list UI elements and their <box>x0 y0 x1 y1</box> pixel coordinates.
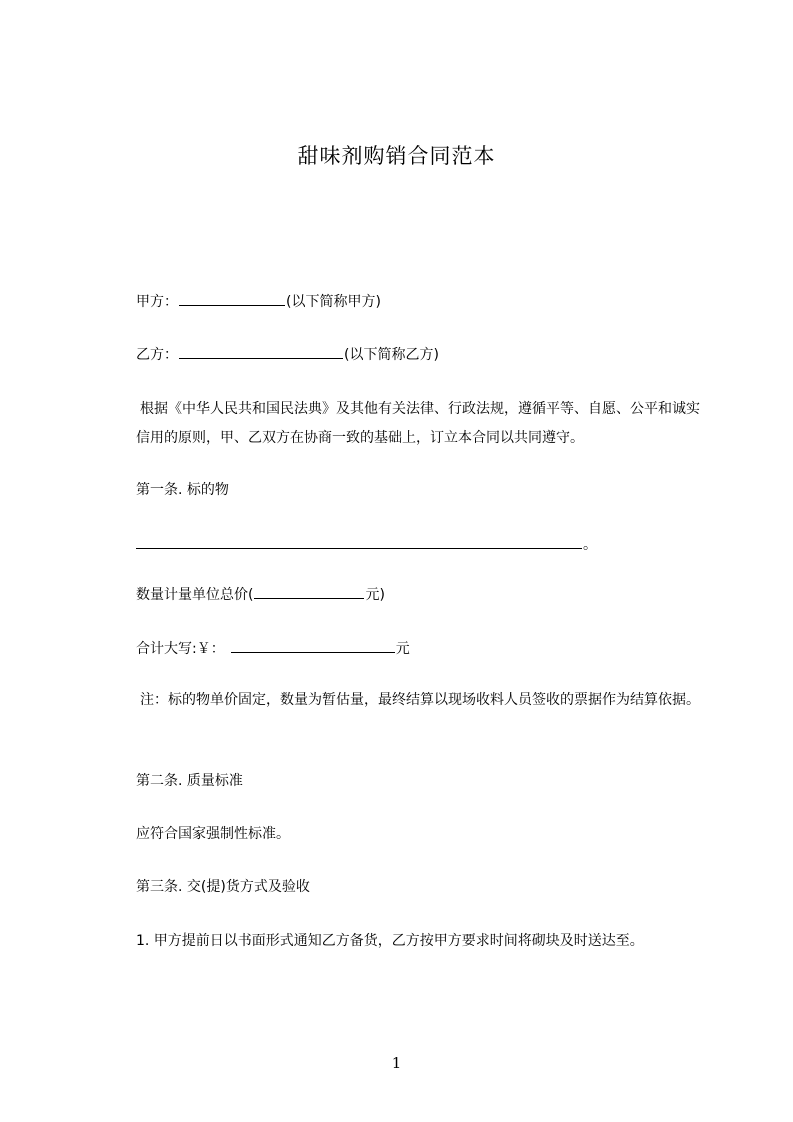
document-title: 甜味剂购销合同范本 <box>297 144 496 168</box>
party-b-line <box>136 344 439 365</box>
article2-heading: 第二条. 质量标准 <box>136 773 243 789</box>
quantity-label: 数量计量单位总价( <box>136 587 254 603</box>
quantity-unit: 元) <box>365 587 385 603</box>
subject-matter-end: 。 <box>583 537 597 553</box>
article3-item1: 1. 甲方提前日以书面形式通知乙方备货，乙方按甲方要求时间将砌块及时送达至。 <box>136 933 644 949</box>
quantity-line <box>136 584 385 605</box>
article2-body: 应符合国家强制性标准。 <box>136 826 290 842</box>
party-b-label: 乙方： <box>136 347 178 363</box>
total-label: 合计大写:￥： <box>136 641 225 657</box>
article1-heading: 第一条. 标的物 <box>136 482 229 498</box>
total-blank[interactable] <box>231 638 395 653</box>
total-line <box>136 638 410 659</box>
party-b-blank[interactable] <box>179 344 343 359</box>
total-unit: 元 <box>395 641 410 657</box>
party-a-line <box>136 291 381 312</box>
subject-matter-blank[interactable] <box>136 534 582 549</box>
article3-heading: 第三条. 交(提)货方式及验收 <box>136 879 310 895</box>
party-a-label: 甲方： <box>136 294 178 310</box>
party-b-note: (以下简称乙方) <box>344 347 439 363</box>
party-a-blank[interactable] <box>179 291 285 306</box>
article1-item-line <box>136 534 597 555</box>
page-number: 1 <box>391 1054 402 1072</box>
quantity-blank[interactable] <box>254 584 364 599</box>
preamble-paragraph: 根据《中华人民共和国民法典》及其他有关法律、行政法规，遵循平等、自愿、公平和诚实信用的原则，甲、乙双方在协商一致的基础上，订立本合同以共同遵守。 <box>136 401 700 446</box>
party-a-note: (以下简称甲方) <box>286 294 381 310</box>
article1-note: 注：标的物单价固定，数量为暂估量，最终结算以现场收料人员签收的票据作为结算依据。 <box>140 692 700 708</box>
